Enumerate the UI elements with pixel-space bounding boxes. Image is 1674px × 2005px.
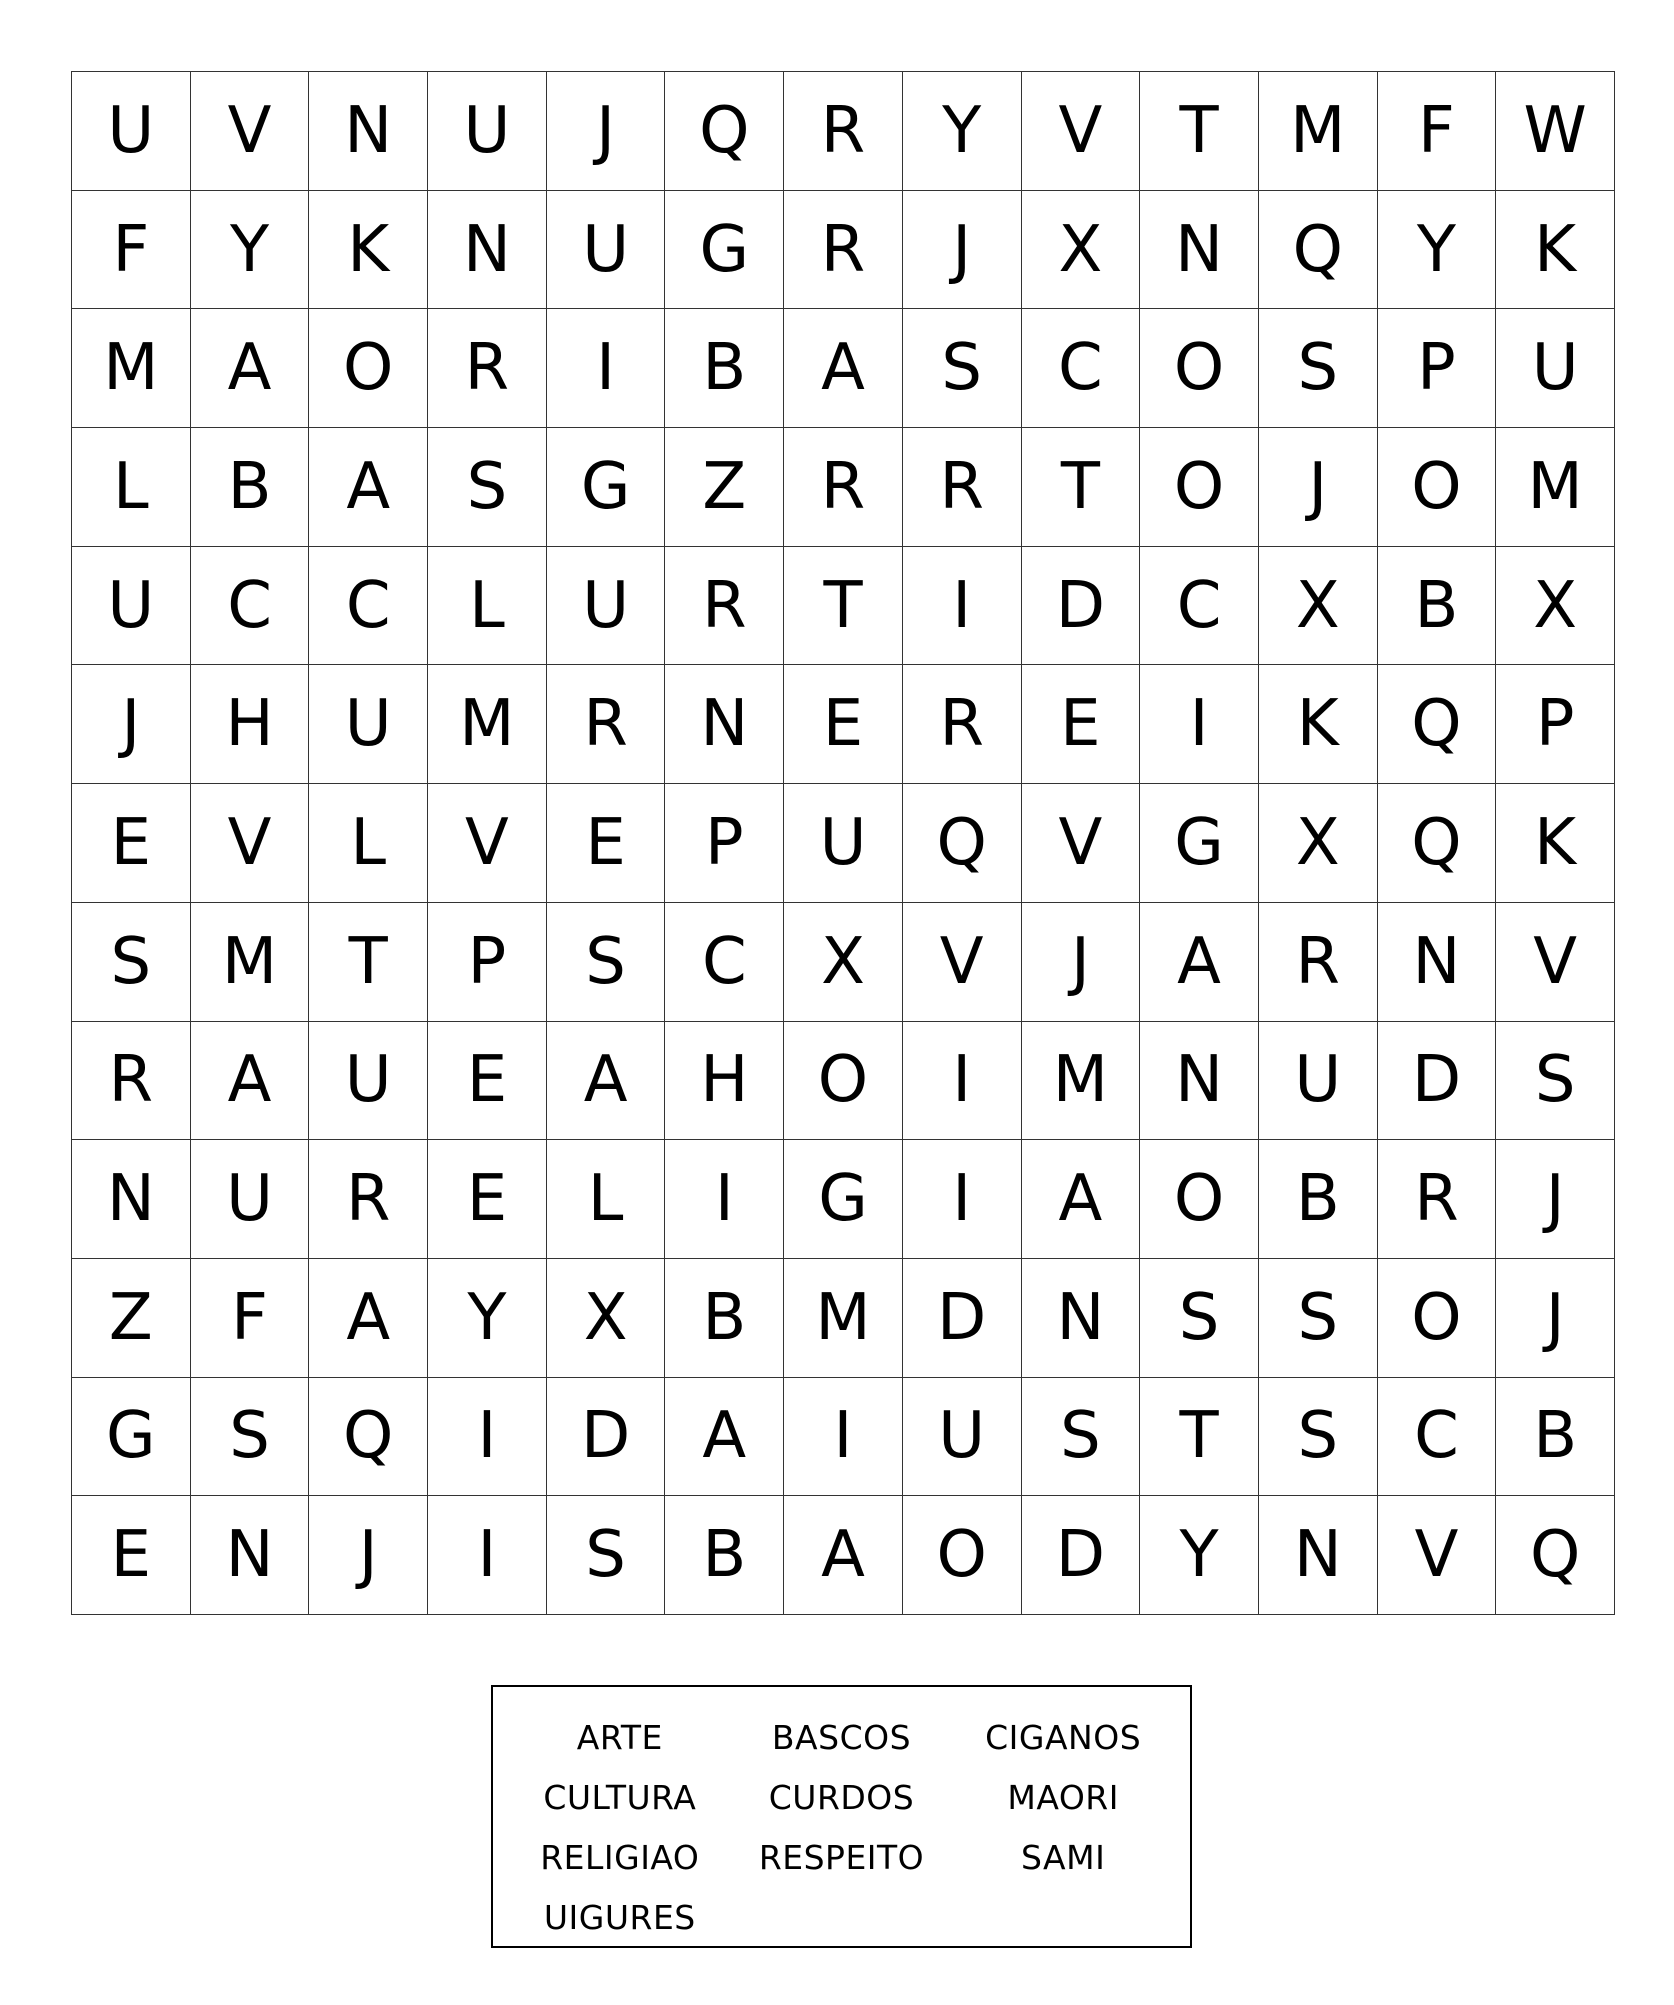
grid-cell[interactable]: U (72, 547, 191, 666)
word-list-item: CURDOS (768, 1777, 915, 1817)
grid-cell[interactable]: J (903, 191, 1022, 310)
grid-cell[interactable]: A (784, 1496, 903, 1615)
grid-cell[interactable]: G (1140, 784, 1259, 903)
grid-cell[interactable]: T (784, 547, 903, 666)
grid-cell[interactable]: N (1140, 1022, 1259, 1141)
grid-cell[interactable]: D (1378, 1022, 1497, 1141)
grid-cell[interactable]: E (547, 784, 666, 903)
grid-cell[interactable]: N (665, 665, 784, 784)
grid-cell[interactable]: V (903, 903, 1022, 1022)
word-list (491, 1685, 1192, 1948)
grid-cell[interactable]: N (309, 72, 428, 191)
grid-cell[interactable]: L (72, 428, 191, 547)
grid-cell[interactable]: L (547, 1140, 666, 1259)
grid-cell[interactable]: R (72, 1022, 191, 1141)
grid-cell[interactable]: B (191, 428, 310, 547)
grid-cell[interactable]: R (1259, 903, 1378, 1022)
grid-cell[interactable]: D (547, 1378, 666, 1497)
grid-cell[interactable]: D (1022, 547, 1141, 666)
grid-cell[interactable]: R (903, 428, 1022, 547)
grid-cell[interactable]: E (784, 665, 903, 784)
grid-cell[interactable]: Y (1378, 191, 1497, 310)
grid-cell[interactable]: U (903, 1378, 1022, 1497)
grid-cell[interactable]: R (784, 428, 903, 547)
grid-cell[interactable]: P (665, 784, 784, 903)
grid-cell[interactable]: I (903, 1022, 1022, 1141)
grid-cell[interactable]: X (1259, 784, 1378, 903)
grid-cell[interactable]: R (309, 1140, 428, 1259)
grid-cell[interactable]: S (547, 1496, 666, 1615)
grid-cell[interactable]: U (784, 784, 903, 903)
grid-cell[interactable]: Y (1140, 1496, 1259, 1615)
grid-cell[interactable]: A (191, 309, 310, 428)
grid-cell[interactable]: K (1496, 191, 1615, 310)
grid-cell[interactable]: J (1022, 903, 1141, 1022)
grid-cell[interactable]: Z (665, 428, 784, 547)
grid-cell[interactable]: V (1022, 784, 1141, 903)
grid-cell[interactable]: R (547, 665, 666, 784)
grid-cell[interactable]: K (1496, 784, 1615, 903)
grid-cell[interactable]: M (784, 1259, 903, 1378)
grid-cell[interactable]: R (784, 191, 903, 310)
grid-cell[interactable]: A (547, 1022, 666, 1141)
grid-cell[interactable]: Q (1378, 665, 1497, 784)
grid-cell[interactable]: R (1378, 1140, 1497, 1259)
grid-cell[interactable]: N (72, 1140, 191, 1259)
grid-cell[interactable]: Q (665, 72, 784, 191)
grid-cell[interactable]: C (1022, 309, 1141, 428)
grid-cell[interactable]: Q (1496, 1496, 1615, 1615)
grid-cell[interactable]: O (1140, 309, 1259, 428)
grid-cell[interactable]: E (1022, 665, 1141, 784)
grid-cell[interactable]: T (1140, 1378, 1259, 1497)
grid-cell[interactable]: L (309, 784, 428, 903)
grid-cell[interactable]: A (665, 1378, 784, 1497)
grid-cell[interactable]: G (547, 428, 666, 547)
grid-cell[interactable]: D (903, 1259, 1022, 1378)
grid-cell[interactable]: X (547, 1259, 666, 1378)
grid-cell[interactable]: M (1496, 428, 1615, 547)
grid-cell[interactable]: C (1140, 547, 1259, 666)
grid-cell[interactable]: K (309, 191, 428, 310)
grid-cell[interactable]: O (784, 1022, 903, 1141)
grid-cell[interactable]: R (903, 665, 1022, 784)
grid-cell[interactable]: L (428, 547, 547, 666)
letter-grid (71, 71, 1615, 1615)
grid-cell[interactable]: U (72, 72, 191, 191)
grid-cell[interactable]: G (665, 191, 784, 310)
grid-cell[interactable]: S (191, 1378, 310, 1497)
grid-cell[interactable]: V (1022, 72, 1141, 191)
grid-cell[interactable]: R (665, 547, 784, 666)
word-list-item: RESPEITO (758, 1837, 925, 1877)
grid-cell[interactable]: J (1259, 428, 1378, 547)
grid-cell[interactable]: A (309, 1259, 428, 1378)
grid-cell[interactable]: U (191, 1140, 310, 1259)
grid-cell[interactable]: X (1259, 547, 1378, 666)
grid-cell[interactable]: V (191, 784, 310, 903)
grid-cell[interactable]: V (428, 784, 547, 903)
grid-cell[interactable]: M (72, 309, 191, 428)
grid-cell[interactable]: N (191, 1496, 310, 1615)
grid-cell[interactable]: D (1022, 1496, 1141, 1615)
grid-cell[interactable]: G (784, 1140, 903, 1259)
grid-cell[interactable]: N (1378, 903, 1497, 1022)
grid-cell[interactable]: U (547, 547, 666, 666)
grid-cell[interactable]: R (784, 72, 903, 191)
grid-cell[interactable]: P (1496, 665, 1615, 784)
grid-cell[interactable]: O (1378, 428, 1497, 547)
grid-cell[interactable]: H (191, 665, 310, 784)
grid-cell[interactable]: I (428, 1496, 547, 1615)
grid-cell[interactable]: B (1378, 547, 1497, 666)
grid-cell[interactable]: E (428, 1140, 547, 1259)
grid-cell[interactable]: E (428, 1022, 547, 1141)
grid-cell[interactable]: U (428, 72, 547, 191)
grid-cell[interactable]: S (1259, 1378, 1378, 1497)
grid-cell[interactable]: B (665, 1259, 784, 1378)
grid-cell[interactable]: U (1259, 1022, 1378, 1141)
grid-cell[interactable]: C (665, 903, 784, 1022)
grid-cell[interactable]: N (1022, 1259, 1141, 1378)
word-list-item: CULTURA (543, 1777, 697, 1817)
grid-cell[interactable]: F (72, 191, 191, 310)
grid-cell[interactable]: O (1140, 1140, 1259, 1259)
grid-cell[interactable]: B (665, 309, 784, 428)
grid-cell[interactable]: O (903, 1496, 1022, 1615)
grid-cell[interactable]: Y (191, 191, 310, 310)
grid-cell[interactable]: S (547, 903, 666, 1022)
grid-cell[interactable]: X (1496, 547, 1615, 666)
grid-cell[interactable]: J (1496, 1140, 1615, 1259)
word-list-item: MAORI (1007, 1777, 1119, 1817)
grid-cell[interactable]: G (72, 1378, 191, 1497)
grid-cell[interactable]: V (191, 72, 310, 191)
grid-cell[interactable]: U (547, 191, 666, 310)
grid-cell[interactable]: O (1378, 1259, 1497, 1378)
grid-cell[interactable]: M (191, 903, 310, 1022)
grid-cell[interactable]: S (1259, 309, 1378, 428)
grid-cell[interactable]: B (665, 1496, 784, 1615)
grid-cell[interactable]: X (1022, 191, 1141, 310)
grid-cell[interactable]: E (72, 784, 191, 903)
grid-cell[interactable]: T (1022, 428, 1141, 547)
grid-cell[interactable]: I (428, 1378, 547, 1497)
grid-cell[interactable]: E (72, 1496, 191, 1615)
grid-cell[interactable]: I (665, 1140, 784, 1259)
grid-cell[interactable]: Y (428, 1259, 547, 1378)
word-list-item: SAMI (1020, 1837, 1106, 1877)
grid-cell[interactable]: J (1496, 1259, 1615, 1378)
grid-cell[interactable]: F (191, 1259, 310, 1378)
grid-cell[interactable]: I (547, 309, 666, 428)
grid-cell[interactable]: R (428, 309, 547, 428)
grid-cell[interactable]: J (309, 1496, 428, 1615)
grid-cell[interactable]: V (1378, 1496, 1497, 1615)
grid-cell[interactable]: U (309, 1022, 428, 1141)
grid-cell[interactable]: U (309, 665, 428, 784)
grid-cell[interactable]: I (903, 1140, 1022, 1259)
grid-cell[interactable]: A (191, 1022, 310, 1141)
grid-cell[interactable]: W (1496, 72, 1615, 191)
grid-cell[interactable]: C (1378, 1378, 1497, 1497)
grid-cell[interactable]: N (1259, 1496, 1378, 1615)
grid-cell[interactable]: Z (72, 1259, 191, 1378)
word-list-item: UIGURES (543, 1897, 696, 1937)
word-list-item: RELIGIAO (540, 1837, 700, 1877)
grid-cell[interactable]: P (428, 903, 547, 1022)
grid-cell[interactable]: B (1496, 1378, 1615, 1497)
grid-cell[interactable]: S (1496, 1022, 1615, 1141)
grid-cell[interactable]: Q (1259, 191, 1378, 310)
grid-cell[interactable]: S (1259, 1259, 1378, 1378)
grid-cell[interactable]: S (428, 428, 547, 547)
grid-cell[interactable]: P (1378, 309, 1497, 428)
grid-cell[interactable]: I (784, 1378, 903, 1497)
grid-cell[interactable]: B (1259, 1140, 1378, 1259)
grid-cell[interactable]: Y (903, 72, 1022, 191)
grid-cell[interactable]: A (309, 428, 428, 547)
grid-cell[interactable]: I (903, 547, 1022, 666)
grid-cell[interactable]: U (1496, 309, 1615, 428)
grid-cell[interactable]: X (784, 903, 903, 1022)
word-list-item: ARTE (576, 1717, 663, 1757)
grid-cell[interactable]: M (428, 665, 547, 784)
grid-cell[interactable]: C (309, 547, 428, 666)
grid-cell[interactable]: F (1378, 72, 1497, 191)
grid-cell[interactable]: I (1140, 665, 1259, 784)
grid-cell[interactable]: S (903, 309, 1022, 428)
grid-cell[interactable]: O (309, 309, 428, 428)
grid-cell[interactable]: A (784, 309, 903, 428)
grid-cell[interactable]: V (1496, 903, 1615, 1022)
grid-cell[interactable]: C (191, 547, 310, 666)
grid-cell[interactable]: N (428, 191, 547, 310)
grid-cell[interactable]: K (1259, 665, 1378, 784)
grid-cell[interactable]: T (1140, 72, 1259, 191)
grid-cell[interactable]: M (1259, 72, 1378, 191)
grid-cell[interactable]: S (1140, 1259, 1259, 1378)
grid-cell[interactable]: T (309, 903, 428, 1022)
grid-cell[interactable]: A (1022, 1140, 1141, 1259)
grid-cell[interactable]: M (1022, 1022, 1141, 1141)
grid-cell[interactable]: Q (309, 1378, 428, 1497)
grid-cell[interactable]: S (1022, 1378, 1141, 1497)
grid-cell[interactable]: S (72, 903, 191, 1022)
grid-cell[interactable]: O (1140, 428, 1259, 547)
word-list-item: CIGANOS (985, 1717, 1142, 1757)
grid-cell[interactable]: Q (903, 784, 1022, 903)
grid-cell[interactable]: Q (1378, 784, 1497, 903)
grid-cell[interactable]: J (547, 72, 666, 191)
grid-cell[interactable]: N (1140, 191, 1259, 310)
grid-cell[interactable]: H (665, 1022, 784, 1141)
word-list-item: BASCOS (771, 1717, 912, 1757)
word-list-items (493, 1707, 1190, 1947)
grid-cell[interactable]: J (72, 665, 191, 784)
grid-cell[interactable]: A (1140, 903, 1259, 1022)
